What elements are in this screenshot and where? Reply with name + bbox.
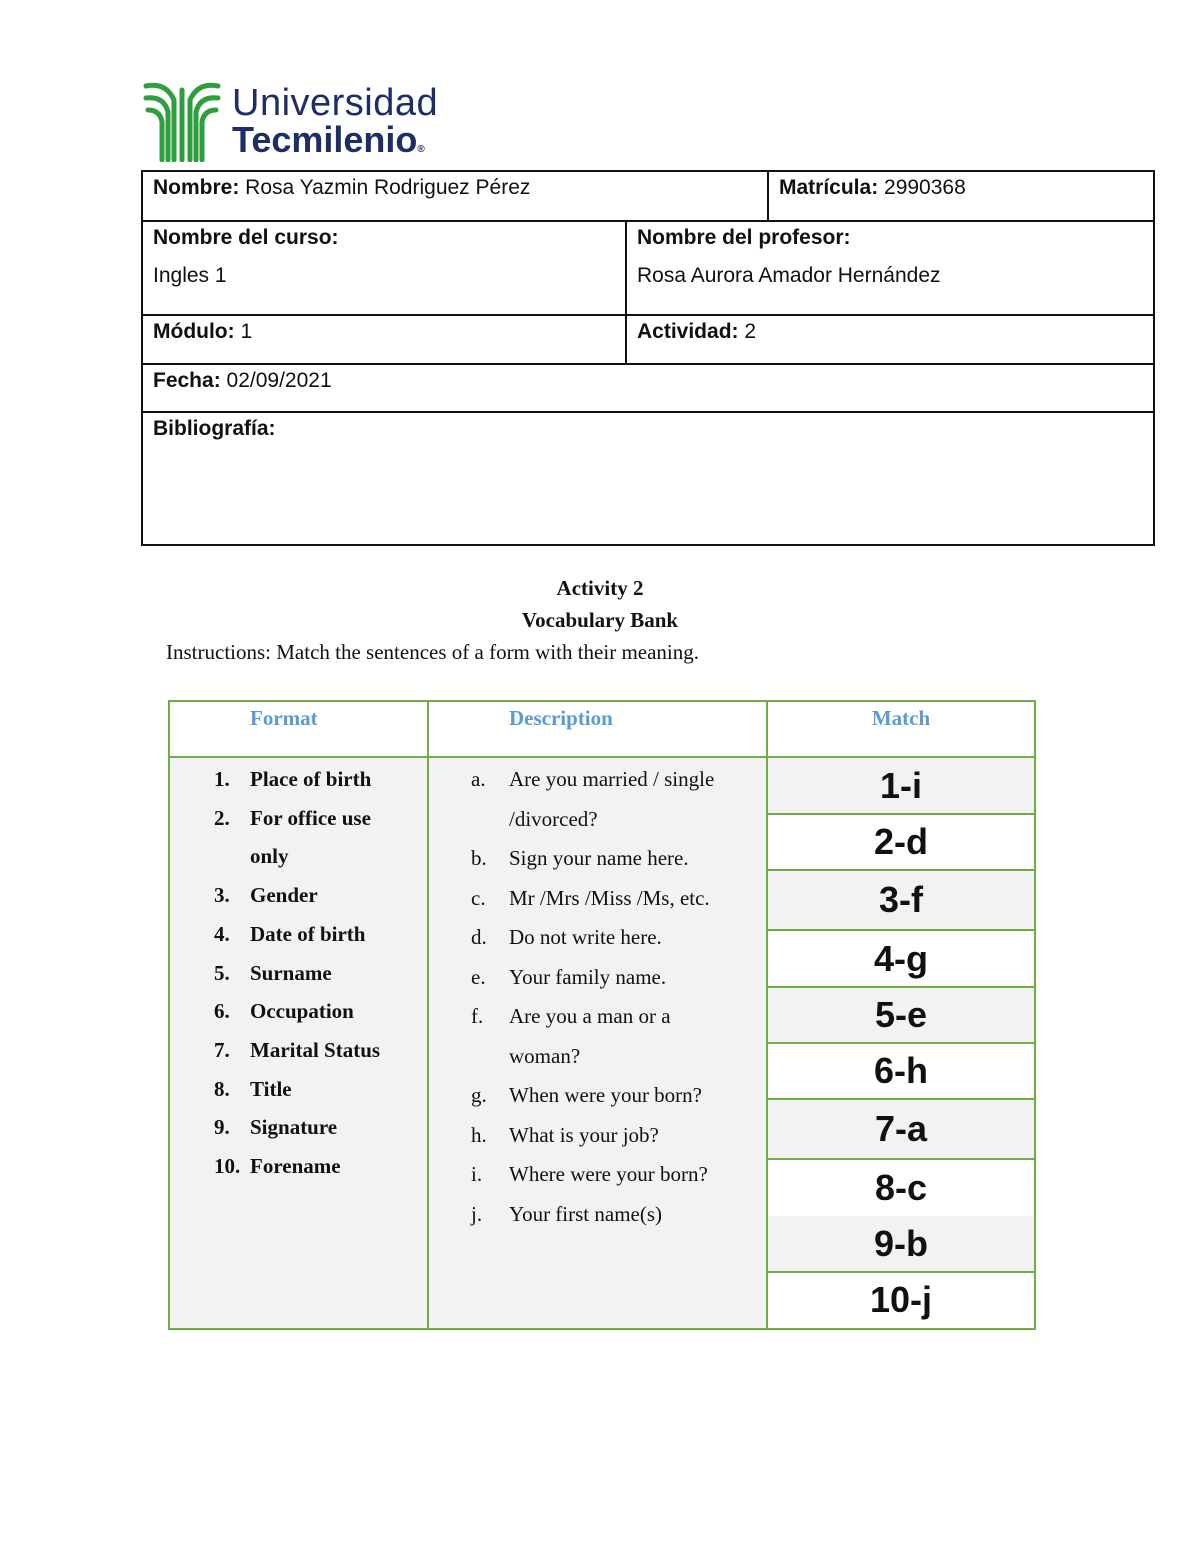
description-item-text: Your first name(s) [509, 1201, 663, 1226]
match-answer: 3-f [768, 870, 1034, 930]
description-item-letter: g. [471, 1083, 487, 1107]
format-item-number: 10. [214, 1154, 241, 1179]
description-list [429, 760, 766, 1234]
match-answer: 9-b [768, 1216, 1034, 1272]
matricula-cell [767, 172, 1153, 220]
description-item-text: What is your job? [509, 1122, 659, 1147]
info-row-bibliography [143, 413, 1153, 544]
description-item-letter: d. [471, 925, 487, 949]
format-list [170, 760, 427, 1186]
format-item-text: Date of birth [250, 921, 366, 946]
match-answer: 5-e [768, 987, 1034, 1043]
match-column [766, 702, 1034, 1328]
format-item-number: 8. [214, 1076, 230, 1101]
format-item [170, 760, 427, 799]
format-item-text: Place of birth [250, 767, 372, 791]
nombre-label: Nombre: [153, 176, 240, 199]
description-item [429, 760, 766, 800]
description-item-text: /divorced? [509, 806, 598, 831]
match-divider [768, 869, 1034, 871]
description-item-text: Mr /Mrs /Miss /Ms, etc. [509, 885, 710, 910]
logo-line-universidad: Universidad [232, 82, 439, 124]
match-answer: 10-j [869, 1279, 933, 1320]
match-answer: 6-h [874, 1050, 928, 1091]
match-divider [768, 1271, 1034, 1273]
format-body [170, 758, 427, 1328]
format-item-number: 3. [214, 883, 230, 908]
instructions-text: Instructions: Match the sentences of a form with their meaning. [166, 640, 700, 664]
modulo-value: 1 [234, 320, 253, 343]
match-answer: 4-g [874, 937, 928, 979]
format-item-number: 5. [214, 960, 230, 985]
fecha-value: 02/09/2021 [220, 369, 332, 392]
format-item-text: Title [250, 1076, 292, 1101]
format-item [170, 1031, 427, 1070]
format-item-text: Marital Status [250, 1037, 381, 1062]
match-answer: 1-i [768, 758, 1034, 814]
profesor-label: Nombre del profesor: [637, 226, 851, 249]
description-item-text: Do not write here. [509, 925, 662, 949]
bibliografia-label: Bibliografía: [153, 417, 276, 440]
activity-title: Activity 2 [556, 576, 644, 600]
description-item-text: Are you married / single [509, 767, 715, 791]
description-item-letter: e. [471, 964, 486, 989]
format-column [170, 702, 427, 1328]
format-item-text: Surname [250, 960, 332, 985]
profesor-value: Rosa Aurora Amador Hernández [637, 264, 941, 287]
format-item [170, 992, 427, 1031]
description-item-text: Sign your name here. [509, 846, 689, 870]
format-item [170, 799, 427, 838]
format-item-number: 2. [214, 805, 230, 830]
description-item-letter: c. [471, 885, 486, 910]
format-item [170, 1108, 427, 1147]
format-item-number: 9. [214, 1115, 230, 1140]
match-divider [768, 1042, 1034, 1044]
description-item-letter: b. [471, 846, 487, 870]
description-item-text: Where were your born? [509, 1162, 708, 1186]
description-item [429, 1076, 766, 1116]
profesor-cell [625, 222, 1153, 314]
description-item-letter: i. [471, 1162, 483, 1186]
format-item-text: For office use [250, 805, 371, 830]
description-item-letter: h. [471, 1122, 487, 1147]
description-item [429, 958, 766, 998]
actividad-label: Actividad: [637, 320, 739, 343]
format-item [170, 876, 427, 915]
match-answer: 8-c [874, 1166, 928, 1208]
match-header: Match [768, 702, 1034, 758]
logo-wordmark [232, 84, 438, 158]
format-item-number: 6. [214, 999, 230, 1024]
description-item [429, 997, 766, 1037]
student-info-table [141, 170, 1155, 546]
description-body [429, 758, 766, 1328]
description-item [429, 1195, 766, 1235]
format-item-text: Gender [250, 883, 318, 908]
match-answer: 2-d [874, 821, 928, 862]
description-item [429, 800, 766, 840]
match-body [768, 758, 1034, 1328]
format-item-number: 7. [214, 1037, 230, 1062]
actividad-value: 2 [738, 320, 757, 343]
format-item-text: Forename [250, 1154, 341, 1179]
description-header: Description [429, 702, 766, 758]
match-answer: 7-a [768, 1099, 1034, 1159]
curso-value: Ingles 1 [153, 264, 227, 287]
match-divider [768, 929, 1034, 931]
description-item [429, 879, 766, 919]
nombre-cell [143, 172, 767, 220]
info-row-module [143, 316, 1153, 365]
description-item-letter: f. [471, 1004, 484, 1028]
vocabulary-table [168, 700, 1036, 1330]
modulo-cell [143, 316, 625, 363]
format-item-number: 4. [214, 921, 230, 946]
description-item [429, 1037, 766, 1077]
description-item-text: Your family name. [509, 964, 667, 989]
format-item [170, 1147, 427, 1186]
curso-label: Nombre del curso: [153, 226, 339, 249]
description-item-text: Are you a man or a [509, 1004, 671, 1028]
curso-cell [143, 222, 625, 314]
info-row-date [143, 365, 1153, 413]
activity-subtitle: Vocabulary Bank [521, 608, 679, 632]
tecmilenio-logo-icon [142, 78, 222, 162]
description-item [429, 1116, 766, 1156]
matricula-value: 2990368 [878, 176, 966, 199]
info-row-course [143, 222, 1153, 316]
modulo-label: Módulo: [153, 320, 235, 343]
format-item-text: Signature [250, 1115, 338, 1140]
format-item [170, 1070, 427, 1109]
fecha-label: Fecha: [153, 369, 221, 392]
format-item-text: Occupation [250, 999, 354, 1024]
description-item [429, 918, 766, 958]
matricula-label: Matrícula: [779, 176, 879, 199]
fecha-cell [143, 365, 1153, 411]
nombre-value: Rosa Yazmin Rodriguez Pérez [239, 176, 531, 199]
logo-line-tecmilenio: Tecmilenio® [232, 119, 425, 160]
description-item [429, 839, 766, 879]
description-item-text: When were your born? [509, 1083, 702, 1107]
description-item-text: woman? [509, 1043, 581, 1068]
format-item [170, 954, 427, 993]
match-divider [768, 1098, 1034, 1100]
match-divider [768, 813, 1034, 815]
actividad-cell [625, 316, 1153, 363]
bibliografia-cell [143, 413, 1153, 544]
format-item [170, 915, 427, 954]
university-logo [142, 78, 462, 168]
format-header: Format [170, 702, 427, 758]
description-item-letter: a. [471, 767, 486, 791]
format-item-text: only [250, 844, 289, 869]
match-divider [768, 986, 1034, 988]
description-column [427, 702, 766, 1328]
description-item [429, 1155, 766, 1195]
format-item-number: 1. [214, 767, 230, 791]
description-item-letter: j. [471, 1201, 483, 1226]
format-item [170, 837, 427, 876]
match-divider [768, 1158, 1034, 1160]
info-row-name [143, 172, 1153, 222]
